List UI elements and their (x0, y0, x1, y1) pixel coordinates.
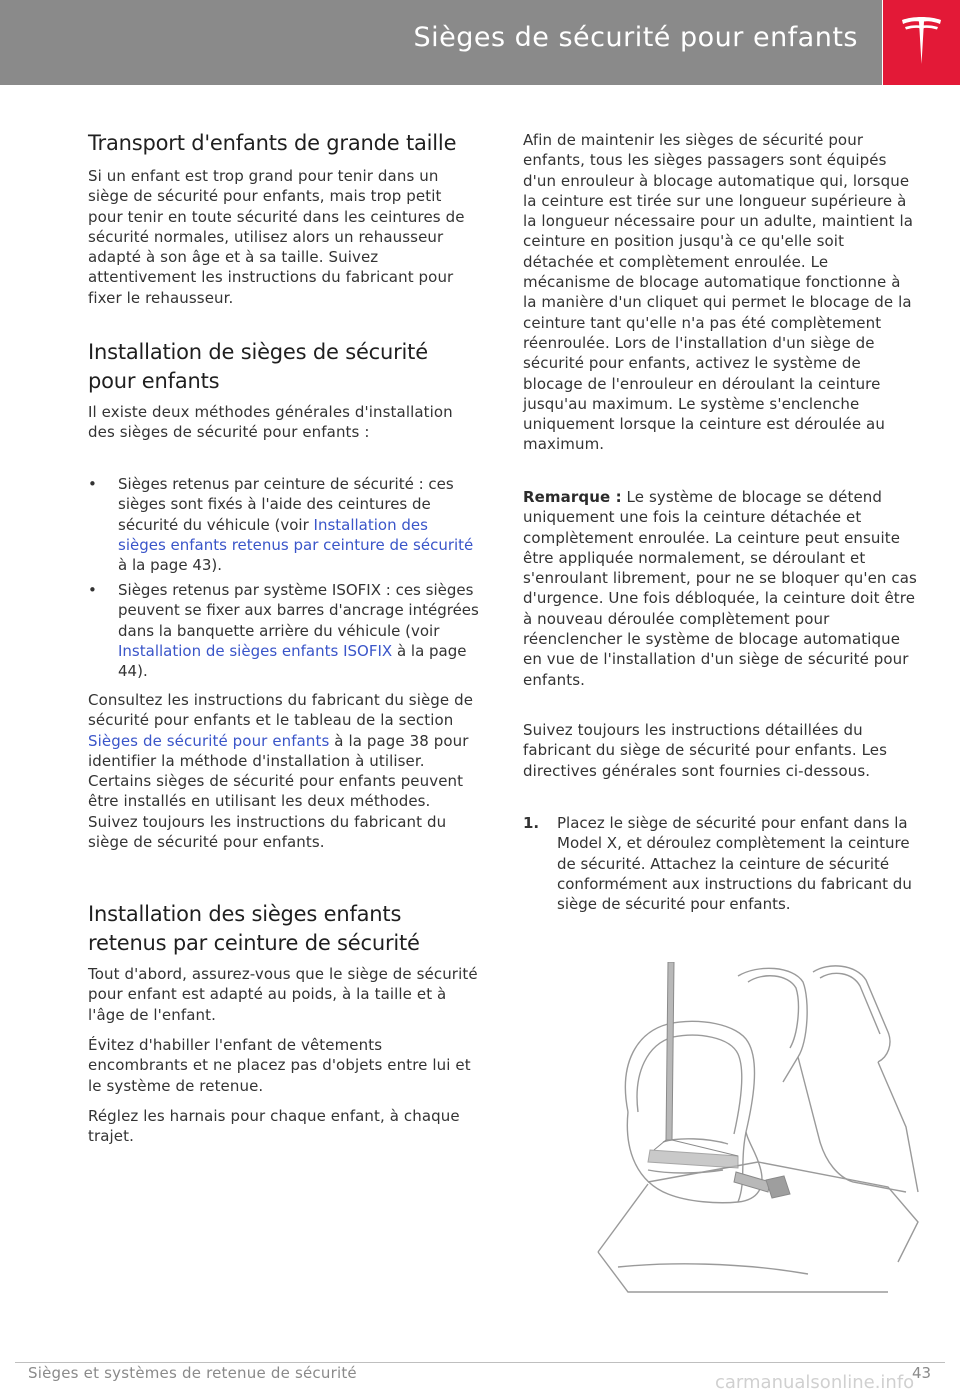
link-belt-installation[interactable]: Installation des sièges enfants retenus par ceinture de sécurité (118, 515, 474, 554)
section-title-installation: Installation de sièges de sécurité pour enfants (88, 340, 428, 393)
paragraph-harness: Réglez les harnais pour chaque enfant, à chaque trajet. (88, 1107, 460, 1146)
footer-section-name: Sièges et systèmes de retenue de sécurité (28, 1364, 357, 1382)
paragraph-large-children: Si un enfant est trop grand pour tenir dans un siège de sécurité pour enfants, mais trop petit pour tenir en toute sécurité dans les ceintures de sécurité normales, utilisez alors un rehausseur adapté à son âge et à sa taille. Suivez attentivement les instructions du fabricant pour fixer le rehausseur. (88, 167, 465, 307)
footer-divider (15, 1362, 945, 1363)
paragraph-auto-lock: Afin de maintenir les sièges de sécurité pour enfants, tous les sièges passagers sont équipés d'un enrouleur à blocage automatique qui, lorsque la ceinture est tirée sur une longueur supérieure à la longueur nécessaire pour un adulte, maintient la ceinture en position jusqu'à ce qu'elle soit détachée et complètement enroulée. Le mécanisme de blocage automatique fonctionne à la manière d'un cliquet qui permet le blocage de la ceinture tant qu'elle n'a pas été complètement réenroulée. Lors de l'installation d'un siège de sécurité pour enfants, activez le système de blocage de l'enrouleur en déroulant la ceinture jusqu'au maximum. Le système s'enclenche uniquement lorsque la ceinture est déroulée au maximum. (523, 131, 914, 454)
note-label: Remarque : (523, 488, 622, 506)
tesla-logo-icon (899, 16, 944, 68)
paragraph-clothing: Évitez d'habiller l'enfant de vêtements encombrants et ne placez pas d'objets entre lui et le système de retenue. (88, 1036, 471, 1095)
step-number: 1. (523, 814, 540, 832)
link-child-seats-table[interactable]: Sièges de sécurité pour enfants (88, 731, 330, 750)
link-isofix-installation[interactable]: Installation de sièges enfants ISOFIX (118, 641, 393, 660)
footer-page-number: 43 (912, 1364, 932, 1382)
header-title: Sièges de sécurité pour enfants (413, 22, 858, 53)
paragraph-follow-instructions: Suivez toujours les instructions détaillées du fabricant du siège de sécurité pour enfants. Les directives générales sont fournies ci-dessous. (523, 721, 888, 780)
header-bar (0, 0, 882, 85)
brand-logo (883, 0, 960, 85)
section-title-belt-installation: Installation des sièges enfants retenus par ceinture de sécurité (88, 902, 420, 955)
bullet-dot: • (88, 475, 97, 493)
child-seat-illustration (588, 962, 928, 1302)
paragraph-consult: Consultez les instructions du fabricant du siège de sécurité pour enfants et le tableau de la section Sièges de sécurité pour enfants à la page 38 pour identifier la méthode d'installation à utiliser. Certains sièges de sécurité pour enfants peuvent être installés en utilisant les deux méthodes. Suivez toujours les instructions du fabricant du siège de sécurité pour enfants. (88, 691, 474, 852)
section-title-large-children: Transport d'enfants de grande taille (88, 131, 457, 155)
paragraph-check-seat: Tout d'abord, assurez-vous que le siège de sécurité pour enfant est adapté au poids, à la taille et à l'âge de l'enfant. (88, 965, 478, 1024)
watermark: carmanualsonline.info (715, 1372, 915, 1393)
paragraph-methods-intro: Il existe deux méthodes générales d'installation des sièges de sécurité pour enfants : (88, 403, 453, 442)
step-text: Placez le siège de sécurité pour enfant dans la Model X, et déroulez complètement la ceinture de sécurité. Attachez la ceinture de sécurité conformément aux instructions du fabricant du siège de sécurité pour enfants. (557, 814, 912, 914)
note: Remarque : Le système de blocage se détend uniquement une fois la ceinture détachée et complètement enroulée. La ceinture peut ensuite être appliquée normalement, se déroulant et s'enroulant librement, pour ne se bloquer qu'en cas d'urgence. Une fois débloquée, la ceinture doit être à nouveau déroulée complètement pour réenclencher le système de blocage automatique en vue de l'installation d'un siège de sécurité pour enfants. (523, 488, 917, 689)
bullet-dot: • (88, 581, 97, 599)
